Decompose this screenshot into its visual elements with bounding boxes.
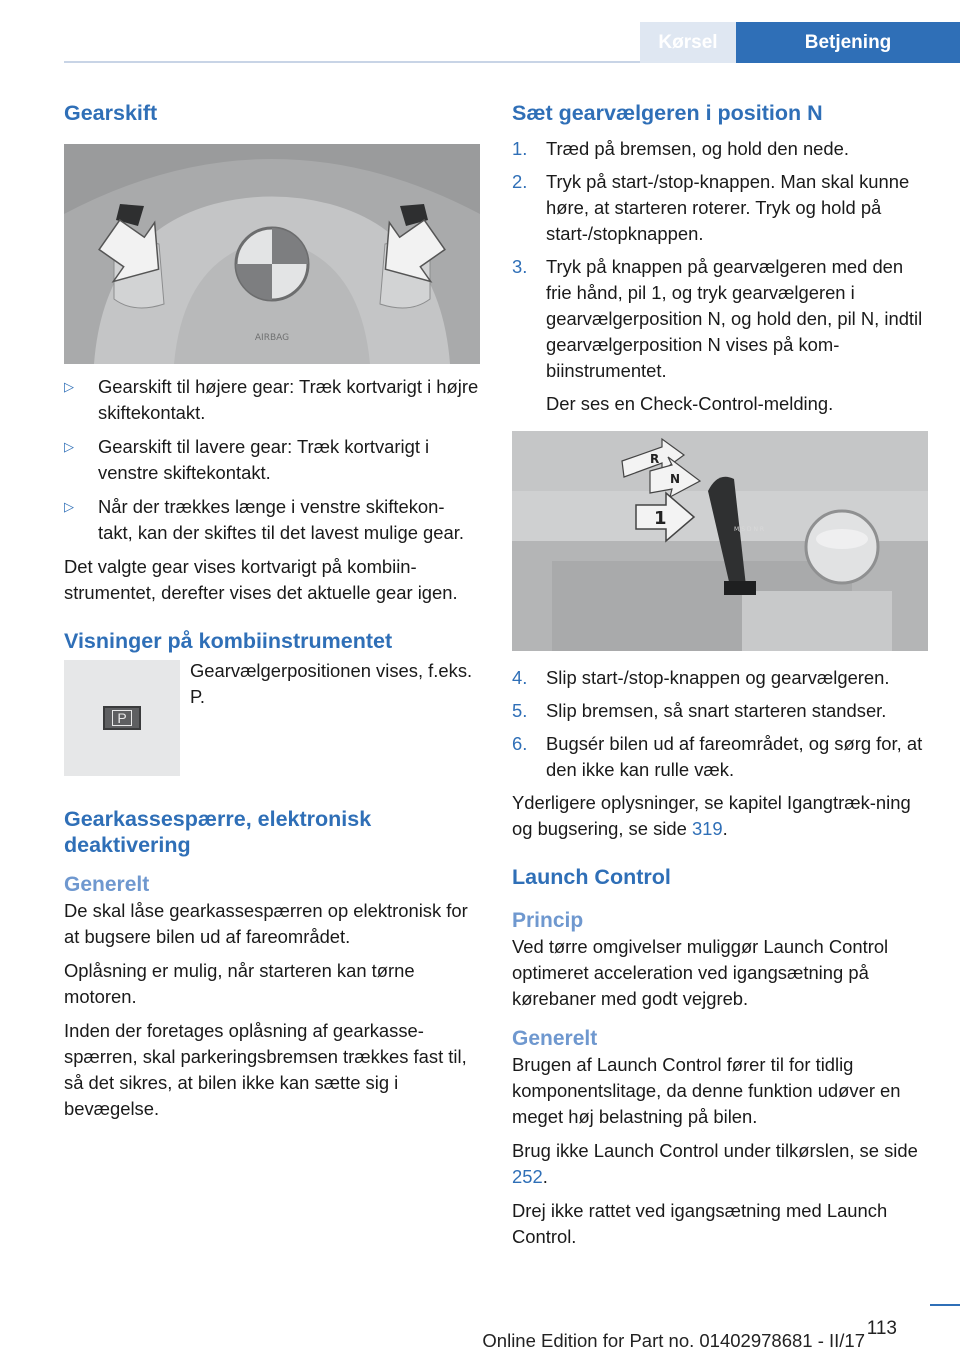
instrument-display-image	[64, 660, 180, 776]
tab-korsel[interactable]: Kørsel	[640, 22, 736, 63]
list-item: 6. Bugsér bilen ud af fareområdet, og sørg for, at den ikke kan rulle væk.	[512, 733, 923, 780]
left-column	[64, 100, 479, 1130]
steps-list-b	[512, 665, 930, 783]
selector-text: M/S D N R	[734, 526, 765, 533]
page-link-319[interactable]: 319	[691, 818, 723, 839]
visninger-block	[64, 658, 479, 776]
steering-wheel-illustration	[64, 144, 480, 364]
airbag-label: AIRBAG	[254, 333, 290, 343]
steering-wheel-image	[64, 144, 480, 364]
gearskift-bullets	[64, 374, 479, 546]
list-item: 4. Slip start-/stop-knappen og gearvælgeren.	[512, 667, 890, 688]
heading-position-n: Sæt gearvælgeren i position N	[512, 101, 823, 125]
page-link-252[interactable]: 252	[512, 1166, 543, 1187]
footer-rule	[930, 1304, 960, 1306]
steps-list-a	[512, 136, 930, 417]
tab-betjening[interactable]: Betjening	[736, 22, 960, 63]
list-item: ▷ Når der trækkes længe i venstre skiftekon‐takt, kan der skiftes til det lavest mulige gear.	[64, 494, 479, 546]
heading-generelt: Generelt	[64, 873, 150, 896]
paragraph: Oplåsning er mulig, når starteren kan tørne motoren.	[64, 960, 415, 1007]
page-number: 113	[866, 1318, 897, 1339]
arrow-label-1: 1	[654, 508, 667, 529]
paragraph: Brugen af Launch Control fører til for tidlig komponentslitage, da denne funktion udøver en meget høj belastning på bilen.	[512, 1054, 901, 1127]
footer-edition: Online Edition for Part no. 01402978681 - II/17	[482, 1330, 865, 1351]
right-column	[512, 100, 930, 1258]
list-item: 3. Tryk på knappen på gearvælgeren med den frie hånd, pil 1, og tryk gearvælgeren i gearvælgerposition N, og hold den, pil N, indtil gearvælgerposition N vises på kom‐biinstrumentet.	[512, 256, 923, 381]
list-item: ▷ Gearskift til højere gear: Træk kortvarigt i højre skiftekontakt.	[64, 374, 479, 426]
gear-selector-image	[512, 431, 928, 651]
arrow-label-r: R	[650, 452, 660, 466]
triangle-bullet-icon: ▷	[64, 439, 74, 454]
step3-note: Der ses en Check-Control-melding.	[546, 393, 834, 414]
visninger-text: Gearvælgerpositionen vises, f.eks. P.	[190, 660, 473, 707]
triangle-bullet-icon: ▷	[64, 379, 74, 394]
heading-visninger: Visninger på kombiinstrumentet	[64, 629, 393, 653]
list-item: 5. Slip bremsen, så snart starteren standser.	[512, 700, 887, 721]
heading-gearkassespaerre: Gearkassespærre, elektronisk deaktivering	[64, 807, 372, 857]
list-item: ▷ Gearskift til lavere gear: Træk kortvarigt i venstre skiftekontakt.	[64, 434, 479, 486]
arrow-label-n: N	[670, 472, 681, 486]
paragraph: Brug ikke Launch Control under tilkørslen, se side 252.	[512, 1140, 918, 1187]
more-info-paragraph: Yderligere oplysninger, se kapitel Igangtræk‐ning og bugsering, se side 319.	[512, 792, 911, 839]
heading-launch-control: Launch Control	[512, 865, 671, 889]
paragraph: Inden der foretages oplåsning af gearkasse‐spærren, skal parkeringsbremsen trækkes fast til, så det sikres, at bilen ikke kan sætte sig i bevægelse.	[64, 1020, 467, 1119]
paragraph: De skal låse gearkassespærren op elektronisk for at bugsere bilen ud af fareområdet.	[64, 900, 468, 947]
gear-p-display-icon: P	[103, 706, 141, 730]
heading-generelt-2: Generelt	[512, 1027, 598, 1050]
heading-gearskift: Gearskift	[64, 101, 158, 125]
triangle-bullet-icon: ▷	[64, 499, 74, 514]
gear-selector-illustration	[512, 431, 928, 651]
paragraph: Ved tørre omgivelser muliggør Launch Control optimeret acceleration ved igangsætning på kørebaner med godt vejgreb.	[512, 936, 889, 1009]
heading-princip: Princip	[512, 909, 584, 932]
paragraph: Drej ikke rattet ved igangsætning med Launch Control.	[512, 1200, 888, 1247]
list-item: 2. Tryk på start-/stop-knappen. Man skal kunne høre, at starteren roterer. Tryk og hold på start-/stopknappen.	[512, 171, 910, 244]
gear-display-paragraph: Det valgte gear vises kortvarigt på kombiin‐strumentet, derefter vises det aktuelle gear igen.	[64, 556, 458, 603]
list-item: 1. Træd på bremsen, og hold den nede.	[512, 138, 849, 159]
